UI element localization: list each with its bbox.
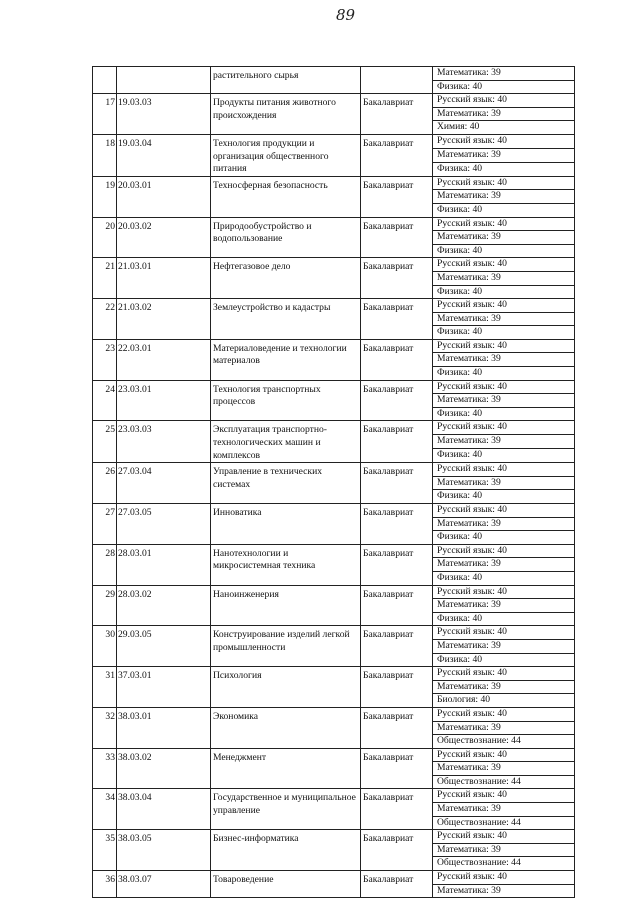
row-number: 22 (93, 299, 117, 340)
direction-name: Техносферная безопасность (211, 176, 361, 217)
education-level: Бакалавриат (361, 707, 433, 748)
table-row (93, 299, 575, 313)
exam-subject: Русский язык: 40 (433, 789, 575, 803)
exam-subject: Математика: 39 (433, 517, 575, 531)
exam-subject: Физика: 40 (433, 449, 575, 463)
exam-subject: Русский язык: 40 (433, 626, 575, 640)
direction-code: 19.03.04 (117, 134, 211, 176)
direction-code: 28.03.01 (117, 544, 211, 585)
exam-subject: Русский язык: 40 (433, 544, 575, 558)
exam-subject: Математика: 39 (433, 843, 575, 857)
exam-subject: Математика: 39 (433, 803, 575, 817)
table-row (93, 789, 575, 803)
exam-subject: Физика: 40 (433, 80, 575, 94)
exam-subject: Физика: 40 (433, 531, 575, 545)
table-row (93, 707, 575, 721)
table-row (93, 176, 575, 190)
exam-subject: Русский язык: 40 (433, 299, 575, 313)
row-number: 25 (93, 421, 117, 463)
education-level: Бакалавриат (361, 871, 433, 898)
table-row (93, 667, 575, 681)
page-number: 89 (336, 6, 356, 24)
direction-name: Продукты питания животного происхождения (211, 94, 361, 135)
table-row (93, 748, 575, 762)
direction-name: Государственное и муниципальное управление (211, 789, 361, 830)
education-level: Бакалавриат (361, 134, 433, 176)
direction-name: Инноватика (211, 504, 361, 545)
direction-code: 21.03.02 (117, 299, 211, 340)
direction-name: Психология (211, 667, 361, 708)
row-number: 24 (93, 380, 117, 421)
direction-name: Нефтегазовое дело (211, 258, 361, 299)
direction-name: Экономика (211, 707, 361, 748)
exam-subject: Математика: 39 (433, 599, 575, 613)
education-level: Бакалавриат (361, 258, 433, 299)
education-level: Бакалавриат (361, 463, 433, 504)
exam-subject: Русский язык: 40 (433, 504, 575, 518)
table-row (93, 380, 575, 394)
direction-code: 38.03.07 (117, 871, 211, 898)
row-number: 23 (93, 339, 117, 380)
table-row (93, 94, 575, 108)
row-number (93, 67, 117, 94)
direction-code: 38.03.04 (117, 789, 211, 830)
row-number: 30 (93, 626, 117, 667)
exam-subject: Физика: 40 (433, 285, 575, 299)
exam-subject: Физика: 40 (433, 571, 575, 585)
exam-subject: Русский язык: 40 (433, 585, 575, 599)
table-row (93, 339, 575, 353)
exam-subject: Математика: 39 (433, 148, 575, 162)
direction-code: 20.03.02 (117, 217, 211, 258)
row-number: 26 (93, 463, 117, 504)
direction-code: 22.03.01 (117, 339, 211, 380)
education-level: Бакалавриат (361, 789, 433, 830)
direction-name: Товароведение (211, 871, 361, 898)
exam-subject: Физика: 40 (433, 203, 575, 217)
table-row (93, 585, 575, 599)
exam-subject: Математика: 39 (433, 190, 575, 204)
education-level: Бакалавриат (361, 830, 433, 871)
exam-subject: Русский язык: 40 (433, 380, 575, 394)
exam-subject: Обществознание: 44 (433, 735, 575, 749)
exam-subject: Математика: 39 (433, 884, 575, 898)
exam-subject: Математика: 39 (433, 353, 575, 367)
exam-subject: Биология: 40 (433, 694, 575, 708)
education-level: Бакалавриат (361, 748, 433, 789)
education-level: Бакалавриат (361, 94, 433, 135)
direction-name: Технология продукции и организация общественного питания (211, 134, 361, 176)
exam-subject: Русский язык: 40 (433, 667, 575, 681)
row-number: 35 (93, 830, 117, 871)
row-number: 32 (93, 707, 117, 748)
exam-subject: Математика: 39 (433, 558, 575, 572)
table-row (93, 67, 575, 81)
row-number: 20 (93, 217, 117, 258)
row-number: 33 (93, 748, 117, 789)
row-number: 34 (93, 789, 117, 830)
exam-subject: Русский язык: 40 (433, 871, 575, 885)
direction-code: 27.03.04 (117, 463, 211, 504)
education-level: Бакалавриат (361, 544, 433, 585)
exam-subject: Химия: 40 (433, 121, 575, 135)
table-row (93, 134, 575, 148)
direction-name: Конструирование изделий легкой промышленности (211, 626, 361, 667)
row-number: 31 (93, 667, 117, 708)
direction-name: Материаловедение и технологии материалов (211, 339, 361, 380)
exam-subject: Русский язык: 40 (433, 258, 575, 272)
education-level: Бакалавриат (361, 626, 433, 667)
exam-subject: Математика: 39 (433, 680, 575, 694)
exam-subject: Русский язык: 40 (433, 421, 575, 435)
exam-subject: Физика: 40 (433, 612, 575, 626)
table-row (93, 463, 575, 477)
education-level: Бакалавриат (361, 299, 433, 340)
direction-code: 38.03.02 (117, 748, 211, 789)
exam-subject: Русский язык: 40 (433, 463, 575, 477)
exam-subject: Обществознание: 44 (433, 816, 575, 830)
table-body (93, 67, 575, 898)
education-level (361, 67, 433, 94)
direction-code: 37.03.01 (117, 667, 211, 708)
direction-code: 28.03.02 (117, 585, 211, 626)
row-number: 28 (93, 544, 117, 585)
exam-subject: Физика: 40 (433, 162, 575, 176)
table-row (93, 504, 575, 518)
education-level: Бакалавриат (361, 504, 433, 545)
table-row (93, 217, 575, 231)
row-number: 19 (93, 176, 117, 217)
row-number: 18 (93, 134, 117, 176)
table-row (93, 421, 575, 435)
row-number: 36 (93, 871, 117, 898)
table-row (93, 871, 575, 885)
exam-subject: Физика: 40 (433, 407, 575, 421)
exam-subject: Русский язык: 40 (433, 748, 575, 762)
table-row (93, 626, 575, 640)
row-number: 29 (93, 585, 117, 626)
exam-subject: Русский язык: 40 (433, 94, 575, 108)
direction-code: 29.03.05 (117, 626, 211, 667)
table-row (93, 544, 575, 558)
table-row (93, 258, 575, 272)
direction-code: 38.03.01 (117, 707, 211, 748)
exam-subject: Русский язык: 40 (433, 134, 575, 148)
exam-subject: Физика: 40 (433, 244, 575, 258)
direction-code: 27.03.05 (117, 504, 211, 545)
exam-subject: Обществознание: 44 (433, 857, 575, 871)
exam-subject: Математика: 39 (433, 107, 575, 121)
direction-code: 19.03.03 (117, 94, 211, 135)
education-level: Бакалавриат (361, 339, 433, 380)
exam-subject: Математика: 39 (433, 231, 575, 245)
exam-subject: Математика: 39 (433, 271, 575, 285)
education-level: Бакалавриат (361, 667, 433, 708)
exam-subject: Физика: 40 (433, 653, 575, 667)
exam-subject: Физика: 40 (433, 490, 575, 504)
direction-name: Нанотехнологии и микросистемная техника (211, 544, 361, 585)
exam-subject: Математика: 39 (433, 762, 575, 776)
direction-name: Технология транспортных процессов (211, 380, 361, 421)
direction-name: Бизнес-информатика (211, 830, 361, 871)
direction-code: 23.03.01 (117, 380, 211, 421)
education-level: Бакалавриат (361, 585, 433, 626)
education-level: Бакалавриат (361, 217, 433, 258)
table-row (93, 830, 575, 844)
direction-name: растительного сырья (211, 67, 361, 94)
direction-name: Землеустройство и кадастры (211, 299, 361, 340)
exam-subject: Русский язык: 40 (433, 217, 575, 231)
exam-subject: Русский язык: 40 (433, 707, 575, 721)
direction-name: Эксплуатация транспортно-технологических машин и комплексов (211, 421, 361, 463)
exam-subject: Математика: 39 (433, 721, 575, 735)
exam-subject: Математика: 39 (433, 435, 575, 449)
exam-subject: Физика: 40 (433, 326, 575, 340)
direction-code: 20.03.01 (117, 176, 211, 217)
education-level: Бакалавриат (361, 176, 433, 217)
direction-name: Наноинженерия (211, 585, 361, 626)
exam-subject: Математика: 39 (433, 67, 575, 81)
row-number: 21 (93, 258, 117, 299)
direction-code (117, 67, 211, 94)
exam-subject: Русский язык: 40 (433, 339, 575, 353)
exam-subject: Русский язык: 40 (433, 830, 575, 844)
exam-subject: Русский язык: 40 (433, 176, 575, 190)
exam-subject: Математика: 39 (433, 639, 575, 653)
direction-code: 38.03.05 (117, 830, 211, 871)
exam-subject: Математика: 39 (433, 394, 575, 408)
row-number: 27 (93, 504, 117, 545)
exam-subject: Обществознание: 44 (433, 775, 575, 789)
exam-subject: Математика: 39 (433, 312, 575, 326)
exam-subject: Математика: 39 (433, 476, 575, 490)
admission-table (92, 66, 575, 898)
education-level: Бакалавриат (361, 380, 433, 421)
direction-name: Управление в технических системах (211, 463, 361, 504)
direction-name: Менеджмент (211, 748, 361, 789)
education-level: Бакалавриат (361, 421, 433, 463)
direction-name: Природообустройство и водопользование (211, 217, 361, 258)
row-number: 17 (93, 94, 117, 135)
direction-code: 23.03.03 (117, 421, 211, 463)
direction-code: 21.03.01 (117, 258, 211, 299)
exam-subject: Физика: 40 (433, 367, 575, 381)
